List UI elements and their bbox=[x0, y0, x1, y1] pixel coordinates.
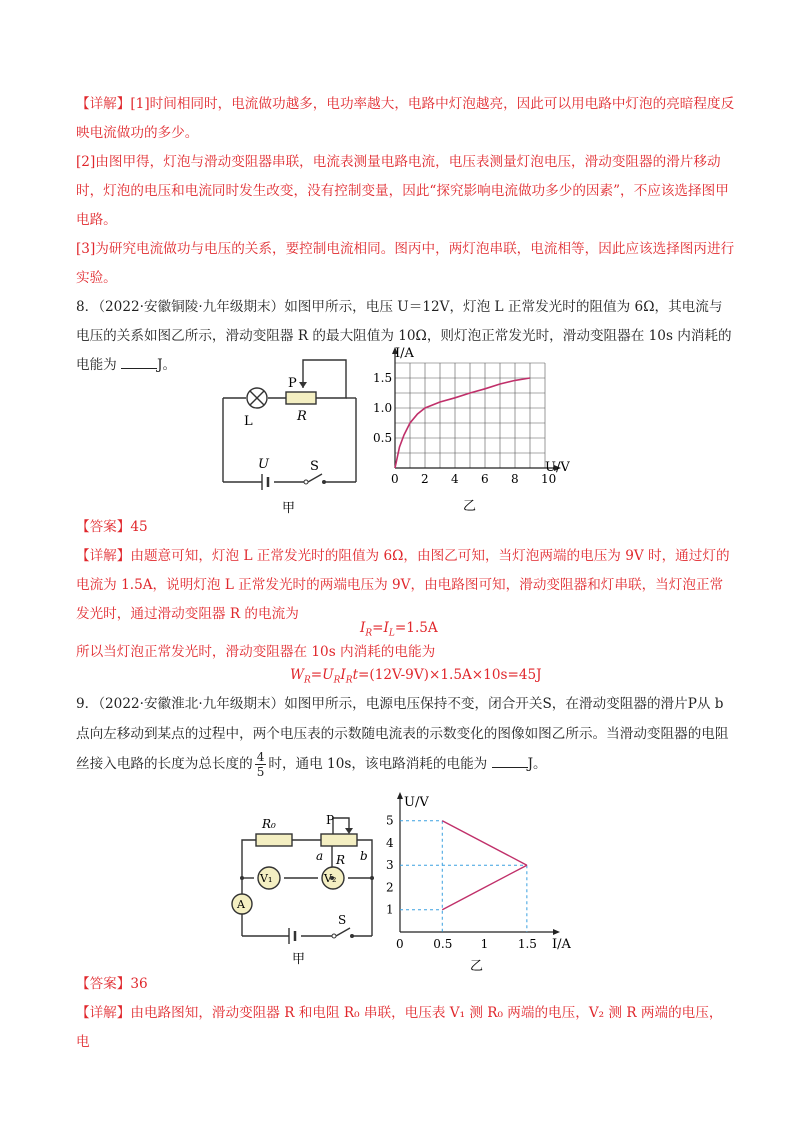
x-tick-label: 0.5 bbox=[433, 937, 453, 951]
resistor-label: R bbox=[297, 409, 307, 424]
answer-9: 【答案】36 bbox=[76, 976, 148, 992]
x-tick-label: 1.5 bbox=[517, 937, 537, 951]
fraction: $\frac{4}{5}$ bbox=[256, 750, 265, 779]
chart-axes bbox=[397, 792, 560, 935]
switch-label: S bbox=[310, 459, 319, 474]
question-8: 8．（2022·安徽铜陵·九年级期末）如图甲所示，电压 U＝12V，灯泡 L 正常发光时的阻值为 6Ω，其电流与电压的关系如图乙所示，滑动变阻器 R 的最大阻值为 10Ω，则灯泡正常发光时，滑动变阻器在 10s 内消耗的电能为 J。 bbox=[76, 299, 732, 373]
r0-label: R₀ bbox=[262, 817, 276, 831]
chart-series-v1 bbox=[442, 821, 527, 866]
detail-paragraph-1: 【详解】[1]时间相同时，电流做功越多，电功率越大，电路中灯泡越亮，因此可以用电路中灯泡的亮暗程度反映电流做功的多少。 bbox=[76, 96, 735, 141]
switch-label: S bbox=[338, 913, 347, 927]
answer-blank bbox=[492, 753, 528, 768]
y-tick-label: 1.5 bbox=[373, 371, 393, 385]
y-tick-label: 1.0 bbox=[373, 401, 393, 415]
x-axis-arrow bbox=[553, 929, 560, 935]
y-tick-label: 0.5 bbox=[373, 431, 393, 445]
voltmeter-v2-label: V₂ bbox=[324, 872, 337, 885]
x-tick-label: 0 bbox=[396, 937, 404, 951]
q8-iu-chart bbox=[373, 340, 570, 520]
chart-series-v2 bbox=[442, 865, 527, 910]
x-tick-label: 0 bbox=[391, 472, 399, 486]
chart-ticks bbox=[386, 814, 537, 951]
y-tick-label: 3 bbox=[386, 858, 394, 873]
chart-axes bbox=[392, 347, 561, 471]
slider-label: P bbox=[326, 813, 335, 827]
y-axis-arrow bbox=[397, 792, 403, 799]
answer-blank bbox=[121, 354, 157, 369]
source-label: U bbox=[258, 457, 269, 472]
x-tick-label: 2 bbox=[421, 472, 429, 486]
y-axis-label: I/A bbox=[395, 346, 414, 361]
x-tick-label: 10 bbox=[541, 472, 557, 486]
y-tick-label: 2 bbox=[386, 880, 394, 895]
x-tick-label: 1 bbox=[480, 937, 489, 951]
x-axis-label: U/V bbox=[545, 460, 570, 475]
resistor-label: R bbox=[336, 853, 346, 867]
figure-label: 甲 bbox=[292, 952, 306, 967]
detail-paragraph-2: [2]由图甲得，灯泡与滑动变阻器串联，电流表测量电路电流，电压表测量灯泡电压，滑动变阻器的滑片移动时，灯泡的电压和电流同时发生改变，没有控制变量，因此“探究影响电流做功多少的因素”，不应该选择图甲电路。 bbox=[76, 154, 729, 228]
ammeter-label: A bbox=[237, 898, 245, 911]
detail-8: 【详解】由题意可知，灯泡 L 正常发光时的阻值为 6Ω，由图乙可知，当灯泡两端的电压为 9V 时，通过灯的电流为 1.5A，说明灯泡 L 正常发光时的两端电压为 9V，由电路图可知，滑动变阻器和灯串联，当灯泡正常发光时，通过滑动变阻器 R 的电流为 bbox=[76, 548, 730, 622]
figure-label: 甲 bbox=[282, 501, 296, 516]
chart-ticks bbox=[373, 371, 556, 486]
figure-label: 乙 bbox=[470, 959, 484, 974]
chart-guide-lines bbox=[400, 821, 527, 932]
x-axis-label: I/A bbox=[552, 937, 571, 952]
y-tick-label: 5 bbox=[386, 813, 394, 828]
detail-9: 【详解】由电路图知，滑动变阻器 R 和电阻 R₀ 串联，电压表 V₁ 测 R₀ 两端的电压，V₂ 测 R 两端的电压，电 bbox=[76, 1005, 723, 1050]
detail-8-continued: 所以当灯泡正常发光时，滑动变阻器在 10s 内消耗的电能为 bbox=[76, 644, 436, 660]
detail-paragraph-3: [3]为研究电流做功与电压的关系，要控制电流相同。图丙中，两灯泡串联，电流相等，因此应该选择图丙进行实验。 bbox=[76, 241, 735, 286]
lamp-label: L bbox=[244, 414, 253, 429]
x-tick-label: 4 bbox=[451, 472, 459, 486]
voltmeter-v1-label: V₁ bbox=[260, 872, 273, 885]
y-tick-label: 4 bbox=[386, 835, 394, 850]
slider-label: P bbox=[288, 376, 297, 391]
y-tick-label: 1 bbox=[386, 902, 394, 917]
equation-2: $W_R=U_RI_Rt=(12V-9V)\times 1.5A\times 10s=45J$ bbox=[290, 667, 542, 686]
q9-ui-chart bbox=[380, 790, 580, 974]
x-tick-label: 8 bbox=[511, 472, 519, 486]
figure-label: 乙 bbox=[463, 499, 477, 514]
answer-8: 【答案】45 bbox=[76, 519, 148, 535]
question-9: 9．（2022·安徽淮北·九年级期末）如图甲所示，电源电压保持不变，闭合开关S，在滑动变阻器的滑片P从 b 点向左移动到某点的过程中，两个电压表的示数随电流表的示数变化的图像如图乙所示。当滑动变阻器的电阻丝接入电路的长度为总长度的 $\frac{4}{5}$ 时，通电 10s，该电路消耗的电能为 J。 bbox=[76, 696, 729, 779]
point-a-label: a bbox=[316, 849, 324, 863]
point-b-label: b bbox=[360, 849, 368, 863]
q8-circuit-diagram bbox=[218, 350, 368, 520]
x-tick-label: 6 bbox=[481, 472, 489, 486]
equation-1: $I_R=I_L=1.5A$ bbox=[360, 620, 438, 639]
y-axis-label: U/V bbox=[404, 795, 429, 810]
q9-circuit-diagram bbox=[222, 808, 387, 968]
